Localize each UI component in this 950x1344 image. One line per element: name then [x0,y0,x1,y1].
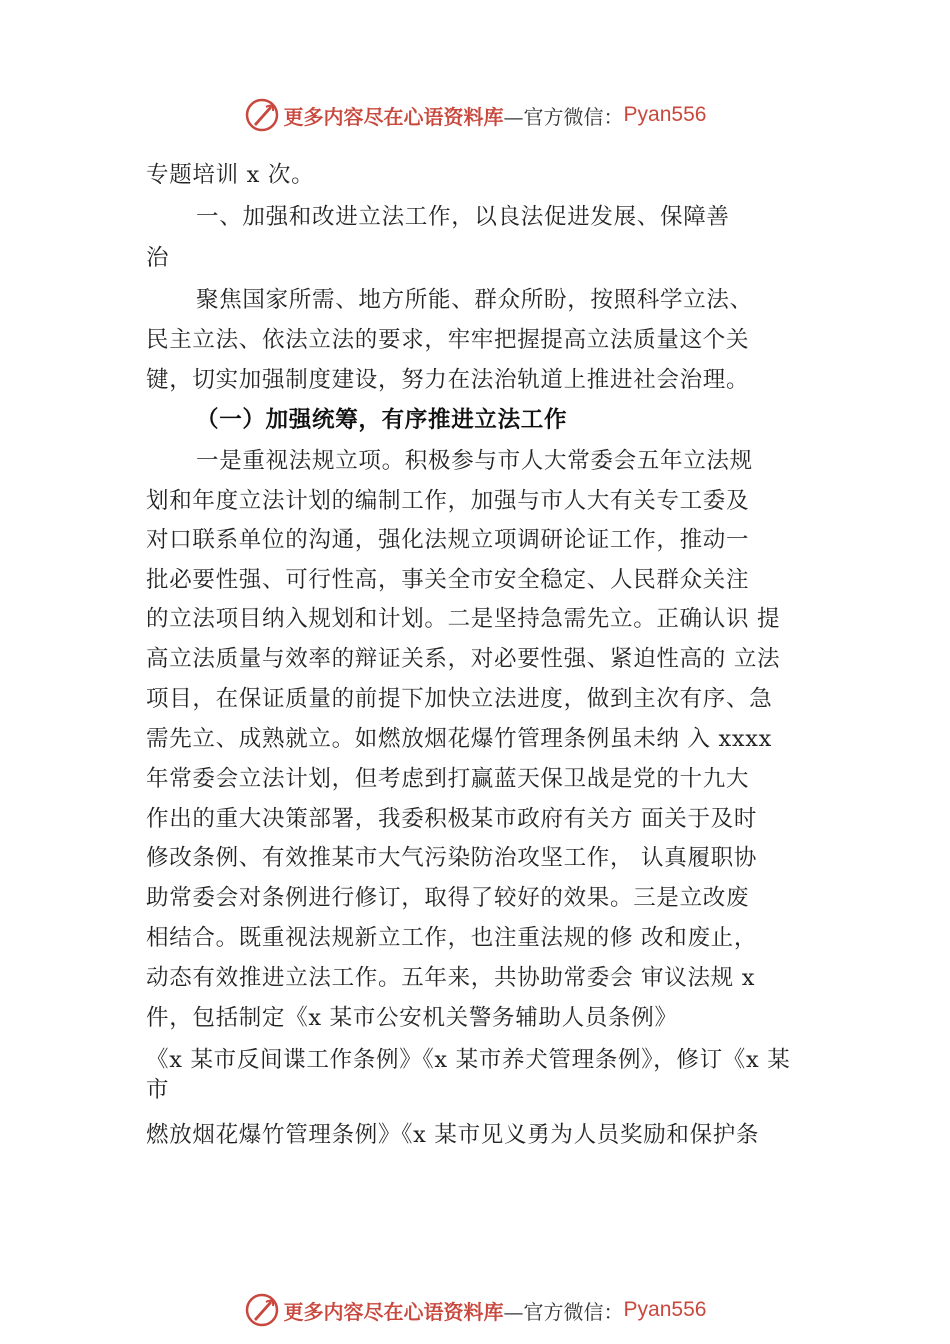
banner-main-text: 更多内容尽在心语资料库 [283,1299,504,1324]
banner-official-text: —官方微信： [503,1299,624,1324]
banner-main-text: 更多内容尽在心语资料库 [283,104,504,129]
paragraph-line: 聚焦国家所需、地方所能、群众所盼，按照科学立法、 [196,287,753,313]
banner-official-text: —官方微信： [503,104,624,129]
quill-logo-icon [244,1292,280,1328]
paragraph-line: 助常委会对条例进行修订，取得了较好的效果。三是立改废 [146,885,750,911]
paragraph-line: 需先立、成熟就立。如燃放烟花爆竹管理条例虽未纳 入 xxxx [146,726,773,752]
paragraph-line: 燃放烟花爆竹管理条例》《x 某市见义勇为人员奖励和保护条 [146,1122,760,1148]
text-line: 专题培训 x 次。 [146,162,315,188]
banner-wechat-id: Pyan556 [623,103,707,126]
paragraph-line: 民主立法、依法立法的要求，牢牢把握提高立法质量这个关 [146,327,750,353]
paragraph-line: 项目，在保证质量的前提下加快立法进度，做到主次有序、急 [146,686,773,712]
paragraph-line: 年常委会立法计划，但考虑到打赢蓝天保卫战是党的十九大 [146,766,750,792]
paragraph-line: 批必要性强、可行性高，事关全市安全稳定、人民群众关注 [146,567,750,593]
paragraph-line: 对口联系单位的沟通，强化法规立项调研论证工作，推动一 [146,527,750,553]
paragraph-line: 高立法质量与效率的辩证关系，对必要性强、紧迫性高的 立法 [146,646,781,672]
paragraph-line: 相结合。既重视法规新立工作，也注重法规的修 改和废止， [146,925,758,951]
paragraph-line: 键，切实加强制度建设，努力在法治轨道上推进社会治理。 [146,367,750,393]
section-heading-continued: 治 [146,245,170,271]
paragraph-line: 划和年度立法计划的编制工作，加强与市人大有关专工委及 [146,488,750,514]
paragraph-line: 市 [146,1077,170,1103]
subsection-heading: （一）加强统筹，有序推进立法工作 [196,407,568,433]
paragraph-line: 修改条例、有效推某市大气污染防治攻坚工作， 认真履职协 [146,845,758,871]
footer-banner [0,1290,950,1330]
paragraph-line: 一是重视法规立项。积极参与市人大常委会五年立法规 [196,448,753,474]
header-banner [0,95,950,135]
quill-logo-icon [244,97,280,133]
section-heading: 一、加强和改进立法工作，以良法促进发展、保障善 [196,204,730,230]
paragraph-line: 作出的重大决策部署，我委积极某市政府有关方 面关于及时 [146,806,758,832]
paragraph-line: 件，包括制定《x 某市公安机关警务辅助人员条例》 [146,1005,678,1031]
paragraph-line: 动态有效推进立法工作。五年来，共协助常委会 审议法规 x [146,965,756,991]
paragraph-line: 的立法项目纳入规划和计划。二是坚持急需先立。正确认识 提 [146,606,781,632]
banner-wechat-id: Pyan556 [623,1298,707,1321]
paragraph-line: 《x 某市反间谍工作条例》《x 某市养犬管理条例》，修订《x 某 [146,1047,791,1073]
